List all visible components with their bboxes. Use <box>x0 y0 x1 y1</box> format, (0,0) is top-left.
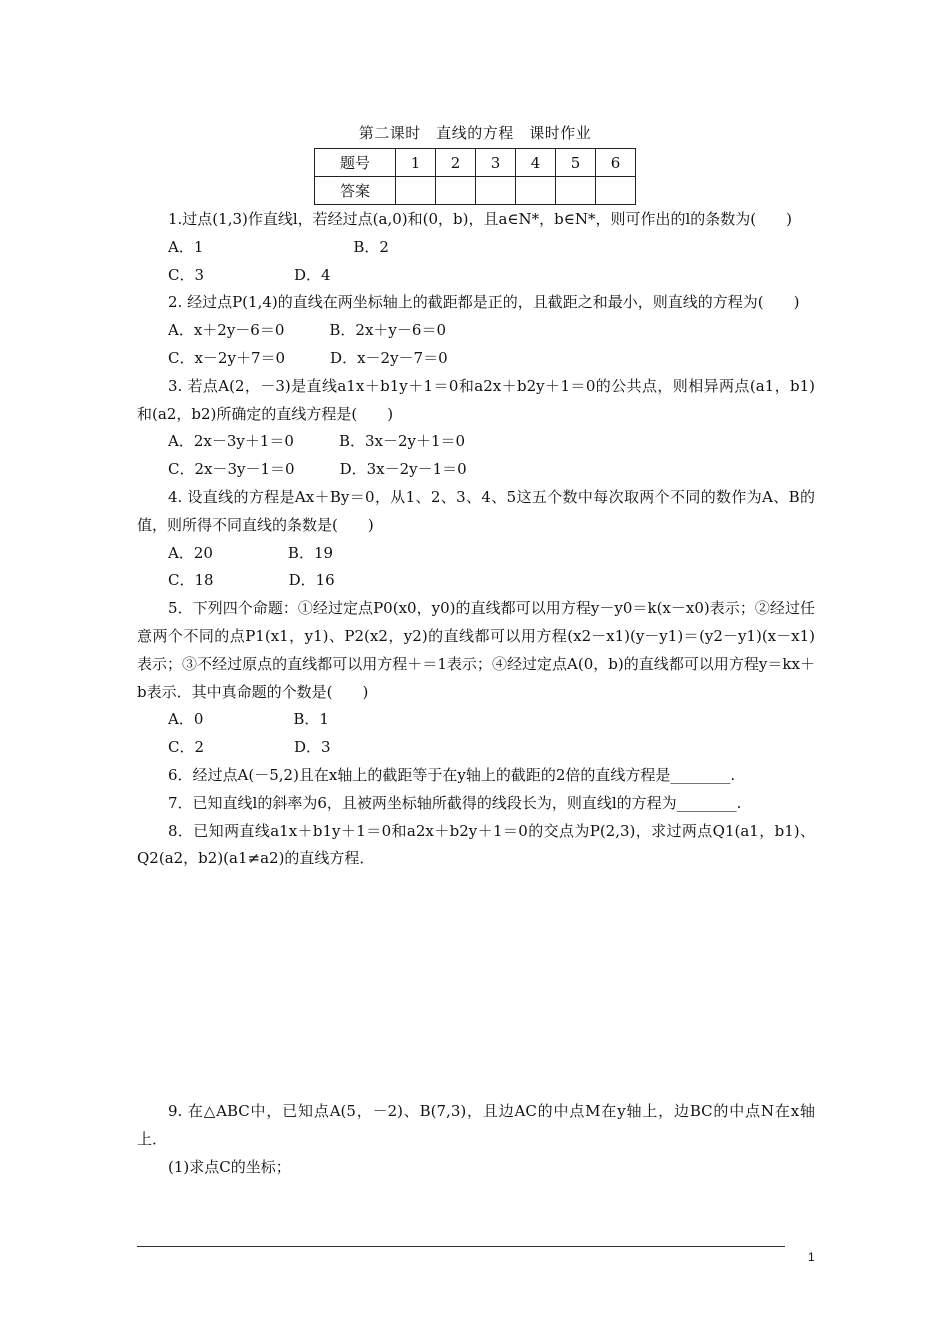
question-2-options-ab: A．x＋2y－6＝0 B．2x＋y－6＝0 <box>168 321 446 340</box>
question-3-options-ab: A．2x－3y＋1＝0 B．3x－2y＋1＝0 <box>168 432 466 451</box>
page-number: 1 <box>808 1250 815 1264</box>
question-number-cell: 6 <box>596 149 636 177</box>
answer-cell[interactable] <box>476 177 516 205</box>
answer-space <box>137 873 815 1098</box>
question-number-cell: 5 <box>556 149 596 177</box>
question-1: 1.过点(1,3)作直线l，若经过点(a,0)和(0，b)，且a∈N*，b∈N*，则可作出的l的条数为( ) <box>168 210 792 228</box>
question-5: 5．下列四个命题：①经过定点P0(x0，y0)的直线都可以用方程y－y0＝k(x－x0)表示；②经过任意两个不同的点P1(x1，y1)、P2(x2，y2)的直线都可以用方程(x2－x1)(y－y1)＝(y2－y1)(x－x1)表示；③不经过原点的直线都可以用方程＋＝1表示；④经过定点A(0，b)的直线都可以用方程y＝kx＋b表示．其中真命题的个数是( ) <box>137 599 815 701</box>
question-7: 7．已知直线l的斜率为6，且被两坐标轴所截得的线段长为，则直线l的方程为________. <box>168 793 742 812</box>
question-9-part-1: (1)求点C的坐标； <box>168 1157 291 1176</box>
question-number-cell: 2 <box>436 149 476 177</box>
footer-divider <box>137 1246 785 1247</box>
question-number-cell: 3 <box>476 149 516 177</box>
question-3: 3. 若点A(2，－3)是直线a1x＋b1y＋1＝0和a2x＋b2y＋1＝0的公共点，则相异两点(a1，b1)和(a2，b2)所确定的直线方程是( ) <box>137 376 815 423</box>
question-3-options-cd: C．2x－3y－1＝0 D．3x－2y－1＝0 <box>168 460 467 479</box>
row-label-answer: 答案 <box>315 177 396 205</box>
question-4-options-cd: C．18 D．16 <box>168 571 335 590</box>
answer-cell[interactable] <box>396 177 436 205</box>
row-label-number: 题号 <box>315 149 396 177</box>
question-9: 9. 在△ABC中，已知点A(5，－2)、B(7,3)，且边AC的中点M在y轴上，边BC的中点N在x轴上． <box>137 1102 815 1148</box>
question-number-cell: 1 <box>396 149 436 177</box>
question-5-options-ab: A．0 B．1 <box>168 710 329 729</box>
answer-cell[interactable] <box>596 177 636 205</box>
question-4-options-ab: A．20 B．19 <box>168 543 334 562</box>
question-2: 2. 经过点P(1,4)的直线在两坐标轴上的截距都是正的，且截距之和最小，则直线的方程为( ) <box>168 293 800 312</box>
table-row <box>315 149 636 177</box>
question-number-cell: 4 <box>516 149 556 177</box>
answer-cell[interactable] <box>436 177 476 205</box>
question-1-options-ab: A．1 B．2 <box>168 237 389 256</box>
answer-table <box>314 148 636 205</box>
question-1-options-cd: C．3 D．4 <box>168 265 331 284</box>
table-row <box>315 177 636 205</box>
question-5-options-cd: C．2 D．3 <box>168 738 331 757</box>
question-8: 8．已知两直线a1x＋b1y＋1＝0和a2x＋b2y＋1＝0的交点为P(2,3)，求过两点Q1(a1，b1)、Q2(a2，b2)(a1≠a2)的直线方程． <box>137 821 815 868</box>
answer-cell[interactable] <box>556 177 596 205</box>
question-2-options-cd: C．x－2y＋7＝0 D．x－2y－7＝0 <box>168 348 448 367</box>
answer-cell[interactable] <box>516 177 556 205</box>
question-list <box>137 206 815 1182</box>
page-title: 第二课时 直线的方程 课时作业 <box>358 124 592 142</box>
question-4: 4. 设直线的方程是Ax＋By＝0，从1、2、3、4、5这五个数中每次取两个不同的数作为A、B的值，则所得不同直线的条数是( ) <box>137 487 815 534</box>
question-6: 6．经过点A(－5,2)且在x轴上的截距等于在y轴上的截距的2倍的直线方程是________. <box>168 765 736 784</box>
